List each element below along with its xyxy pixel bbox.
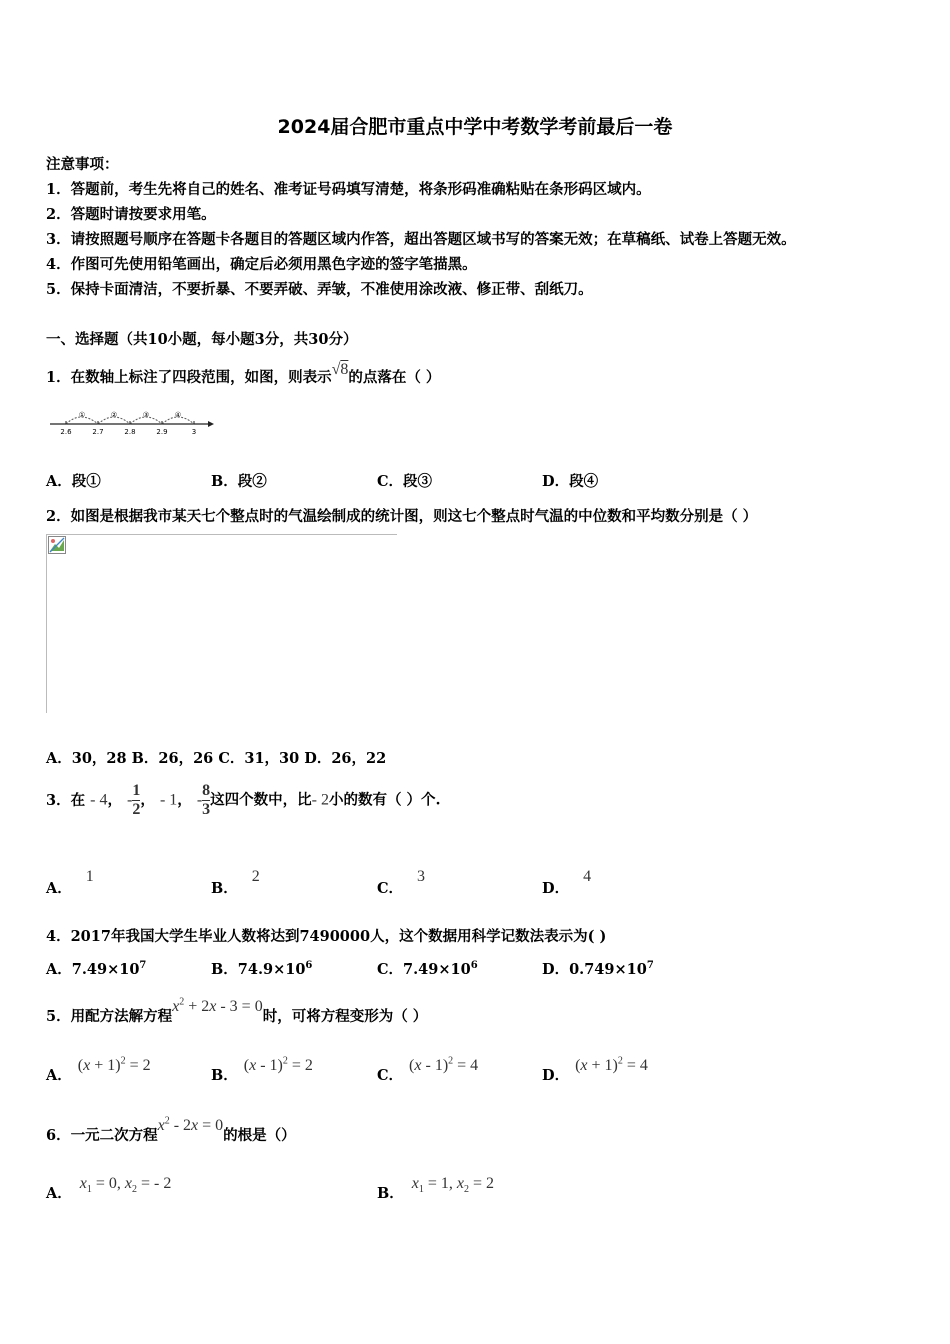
q1-text-pre: 1．在数轴上标注了四段范围，如图，则表示: [46, 369, 332, 386]
q2-options[interactable]: A．30，28 B．26，26 C．31，30 D．26，22: [46, 750, 387, 767]
q1-text-post: 的点落在（ ）: [348, 369, 441, 386]
q5-option-a[interactable]: [46, 1055, 151, 1085]
q3-option-a[interactable]: [46, 868, 94, 898]
segment-label: ①: [78, 411, 86, 419]
q4-b-base: 74.9×10: [237, 961, 306, 978]
q3-d-value: 4: [583, 868, 592, 885]
q4-option-b[interactable]: [211, 958, 312, 979]
notice-item-2: 2．答题时请按要求用笔。: [46, 206, 216, 223]
q4-a-exponent: 7: [139, 960, 147, 972]
segment-label: ④: [174, 411, 182, 419]
q3-compare-number: - 2: [311, 791, 329, 809]
q6-text-pre: 6．一元二次方程: [46, 1127, 158, 1144]
q5-option-c[interactable]: [377, 1055, 479, 1085]
q1-option-d[interactable]: D．段④: [542, 473, 599, 490]
q3-number-3: - 1: [159, 791, 178, 809]
q1-option-b[interactable]: B．段②: [211, 473, 267, 490]
q3-b-letter: B．: [211, 880, 238, 897]
q3-f2-numerator: 8: [202, 782, 211, 799]
q3-text-mid: 这四个数中，比: [210, 791, 312, 809]
q5-c-expression: (x - 1)$^2$ = 4: [409, 1055, 479, 1074]
q4-b-exponent: 6: [305, 960, 313, 972]
segment-label: ③: [142, 411, 150, 419]
q5-d-expression: $(x + 1)^2 = 4$: [575, 1055, 648, 1074]
q3-minus: -: [127, 791, 133, 809]
q5-b-expression: (x - 1)$^2$ = 2: [243, 1055, 313, 1074]
q1-option-c[interactable]: C．段③: [377, 473, 433, 490]
sqrt-symbol: √8: [331, 361, 349, 378]
question-3: [46, 782, 441, 819]
axis-tick-label: 2.6: [60, 428, 72, 436]
q4-d-base: 0.749×10: [569, 961, 647, 978]
axis-tick-label: 3: [191, 428, 197, 436]
axis-tick-label: 2.7: [92, 428, 104, 436]
q3-a-value: 1: [85, 868, 94, 885]
q3-f1-denominator: 2: [132, 801, 141, 818]
q3-separator: ，: [107, 791, 122, 809]
q3-separator: ，: [140, 791, 155, 809]
question-2: 2．如图是根据我市某天七个整点时的气温绘制成的统计图，则这七个整点时气温的中位数和平均数分别是（ ）: [46, 508, 758, 525]
q4-d-exponent: 7: [646, 960, 654, 972]
q3-text-post: 小的数有（ ）个.: [328, 791, 441, 809]
q6-option-a[interactable]: [46, 1175, 172, 1205]
q5-text-pre: 5．用配方法解方程: [46, 1008, 173, 1025]
notice-heading: 注意事项：: [46, 156, 119, 173]
segment-label: ②: [110, 411, 118, 419]
notice-item-3: 3．请按照题号顺序在答题卡各题目的答题区域内作答，超出答题区域书写的答案无效；在草稿纸、试卷上答题无效。: [46, 231, 796, 248]
q4-c-exponent: 6: [470, 960, 478, 972]
question-1: [46, 361, 441, 387]
page-title: 2024届合肥市重点中学中考数学考前最后一卷: [277, 116, 673, 138]
q5-d-letter: D．: [542, 1067, 570, 1084]
q6-b-letter: B．: [377, 1185, 404, 1202]
q4-c-base: 7.49×10: [403, 961, 471, 978]
q5-a-letter: A．: [46, 1067, 72, 1084]
q4-option-c[interactable]: [377, 958, 478, 979]
q5-b-letter: B．: [211, 1067, 238, 1084]
q3-number-1: - 4: [90, 791, 108, 809]
q5-option-b[interactable]: [211, 1055, 313, 1085]
q4-option-d[interactable]: [542, 958, 654, 979]
q6-a-expression: $x_1 = 0$, $x_2$ = - 2: [79, 1175, 172, 1196]
broken-image-icon: [48, 536, 66, 554]
q4-a-base: 7.49×10: [71, 961, 140, 978]
q5-c-letter: C．: [377, 1067, 404, 1084]
question-5: [46, 996, 428, 1026]
axis-tick-label: 2.8: [124, 428, 136, 436]
q3-f1-numerator: 1: [132, 782, 141, 799]
q5-equation: $x^2 + 2x - 3 = 0$: [172, 996, 263, 1015]
q3-option-c[interactable]: [377, 868, 426, 898]
q1-radicand: 8: [340, 361, 349, 378]
q3-option-d[interactable]: [542, 868, 592, 898]
q4-a-letter: A．: [46, 961, 72, 978]
q3-fraction-2: [202, 782, 210, 819]
q6-b-expression: $x_1 = 1$, $x_2 = 2$: [411, 1175, 495, 1196]
q3-separator: ，: [177, 791, 192, 809]
q3-c-value: 3: [417, 868, 426, 885]
q6-option-b[interactable]: [377, 1175, 495, 1205]
q1-option-a[interactable]: A．段①: [46, 473, 101, 490]
question-6: [46, 1115, 296, 1145]
q5-text-post: 时，可将方程变形为（ ）: [262, 1008, 428, 1025]
q5-option-d[interactable]: [542, 1055, 648, 1085]
q5-a-expression: $(x + 1)^2 = 2$: [77, 1055, 151, 1074]
q4-option-a[interactable]: [46, 958, 146, 979]
q3-a-letter: A．: [46, 880, 72, 897]
q3-d-letter: D．: [542, 880, 570, 897]
question-4: 4．2017年我国大学生毕业人数将达到7490000人，这个数据用科学记数法表示为( ): [46, 928, 607, 945]
notice-item-1: 1．答题前，考生先将自己的姓名、准考证号码填写清楚，将条形码准确粘贴在条形码区域内。: [46, 181, 651, 198]
axis-tick-label: 2.9: [156, 428, 168, 436]
q4-d-letter: D．: [542, 961, 570, 978]
q6-a-letter: A．: [46, 1185, 72, 1202]
q6-equation: $x^2 - 2x = 0$: [157, 1115, 224, 1134]
notice-item-5: 5．保持卡面清洁，不要折暴、不要弄破、弄皱，不准使用涂改液、修正带、刮纸刀。: [46, 281, 593, 298]
q3-option-b[interactable]: [211, 868, 260, 898]
notice-item-4: 4．作图可先使用铅笔画出，确定后必须用黑色字迹的签字笔描黑。: [46, 256, 477, 273]
q3-c-letter: C．: [377, 880, 404, 897]
q3-f2-denominator: 3: [202, 801, 211, 818]
number-line-figure: [48, 404, 218, 440]
q3-text-pre: 3．在: [46, 791, 86, 809]
q4-c-letter: C．: [377, 961, 404, 978]
q3-minus: -: [196, 791, 203, 809]
q3-b-value: 2: [251, 868, 260, 885]
q6-text-post: 的根是（）: [223, 1127, 296, 1144]
section-heading: 一、选择题（共10小题，每小题3分，共30分）: [46, 331, 358, 348]
q4-b-letter: B．: [211, 961, 238, 978]
chart-image-placeholder: [46, 534, 397, 713]
